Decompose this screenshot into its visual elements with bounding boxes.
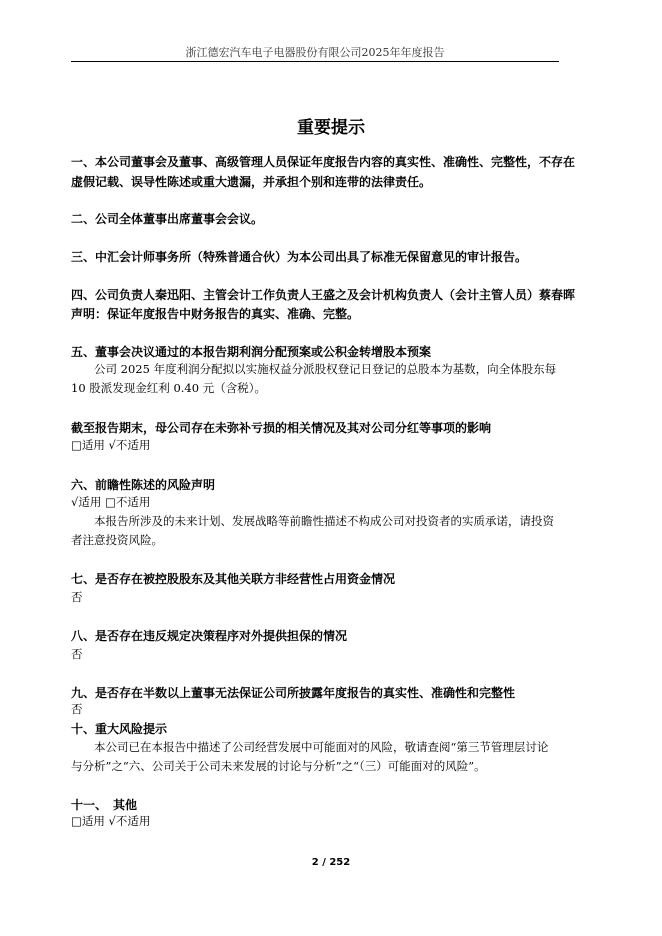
section-7-answer: 否 <box>71 590 83 604</box>
section-5-heading: 五、董事会决议通过的本报告期利润分配预案或公积金转增股本预案 <box>71 345 432 359</box>
section-10-heading: 十、重大风险提示 <box>71 722 168 736</box>
section-8-heading: 八、是否存在违反规定决策程序对外提供担保的情况 <box>71 629 348 643</box>
section-5-line-1: 公司 2025 年度利润分配拟以实施权益分派股权登记日登记的总股本为基数，向全体股东每 <box>94 362 557 376</box>
header-rule <box>71 61 559 62</box>
section-10-line-2: 与分析”之“六、公司关于公司未来发展的讨论与分析”之“（三）可能面对的风险”。 <box>71 759 486 773</box>
section-4-line-2: 声明：保证年度报告中财务报告的真实、准确、完整。 <box>71 307 360 321</box>
section-6-line-2: 者注意投资风险。 <box>71 533 163 547</box>
section-5-line-2: 10 股派发现金红利 0.40 元（含税）。 <box>71 381 266 395</box>
section-11-heading: 十一、 其他 <box>71 798 138 812</box>
section-9-answer: 否 <box>71 702 83 716</box>
section-4-line-1: 四、公司负责人秦迅阳、主管会计工作负责人王盛之及会计机构负责人（会计主管人员）蔡春晖 <box>71 288 576 302</box>
section-10-line-1: 本公司已在本报告中描述了公司经营发展中可能面对的风险，敬请查阅“第三节管理层讨论 <box>94 740 549 754</box>
section-2: 二、公司全体董事出席董事会会议。 <box>71 212 264 226</box>
section-7-heading: 七、是否存在被控股股东及其他关联方非经营性占用资金情况 <box>71 572 396 586</box>
section-3: 三、中汇会计师事务所（特殊普通合伙）为本公司出具了标准无保留意见的审计报告。 <box>71 250 528 264</box>
loss-choice: □适用 √不适用 <box>71 438 151 452</box>
section-1-line-1: 一、本公司董事会及董事、高级管理人员保证年度报告内容的真实性、准确性、完整性，不存在 <box>71 155 576 169</box>
page-header: 浙江德宏汽车电子电器股份有限公司2025年年度报告 <box>185 46 445 59</box>
section-1-line-2: 虚假记载、误导性陈述或重大遗漏，并承担个别和连带的法律责任。 <box>71 175 432 189</box>
section-6-line-1: 本报告所涉及的未来计划、发展战略等前瞻性描述不构成公司对投资者的实质承诺，请投资 <box>94 514 554 528</box>
section-9-heading: 九、是否存在半数以上董事无法保证公司所披露年度报告的真实性、准确性和完整性 <box>71 686 516 700</box>
section-8-answer: 否 <box>71 647 83 661</box>
section-11-choice: □适用 √不适用 <box>71 814 151 828</box>
section-6-heading: 六、前瞻性陈述的风险声明 <box>71 478 216 492</box>
page-title: 重要提示 <box>297 118 365 138</box>
page-number: 2 / 252 <box>311 857 351 868</box>
loss-heading: 截至报告期末，母公司存在未弥补亏损的相关情况及其对公司分红等事项的影响 <box>71 421 492 435</box>
section-6-choice: √适用 □不适用 <box>71 495 151 509</box>
